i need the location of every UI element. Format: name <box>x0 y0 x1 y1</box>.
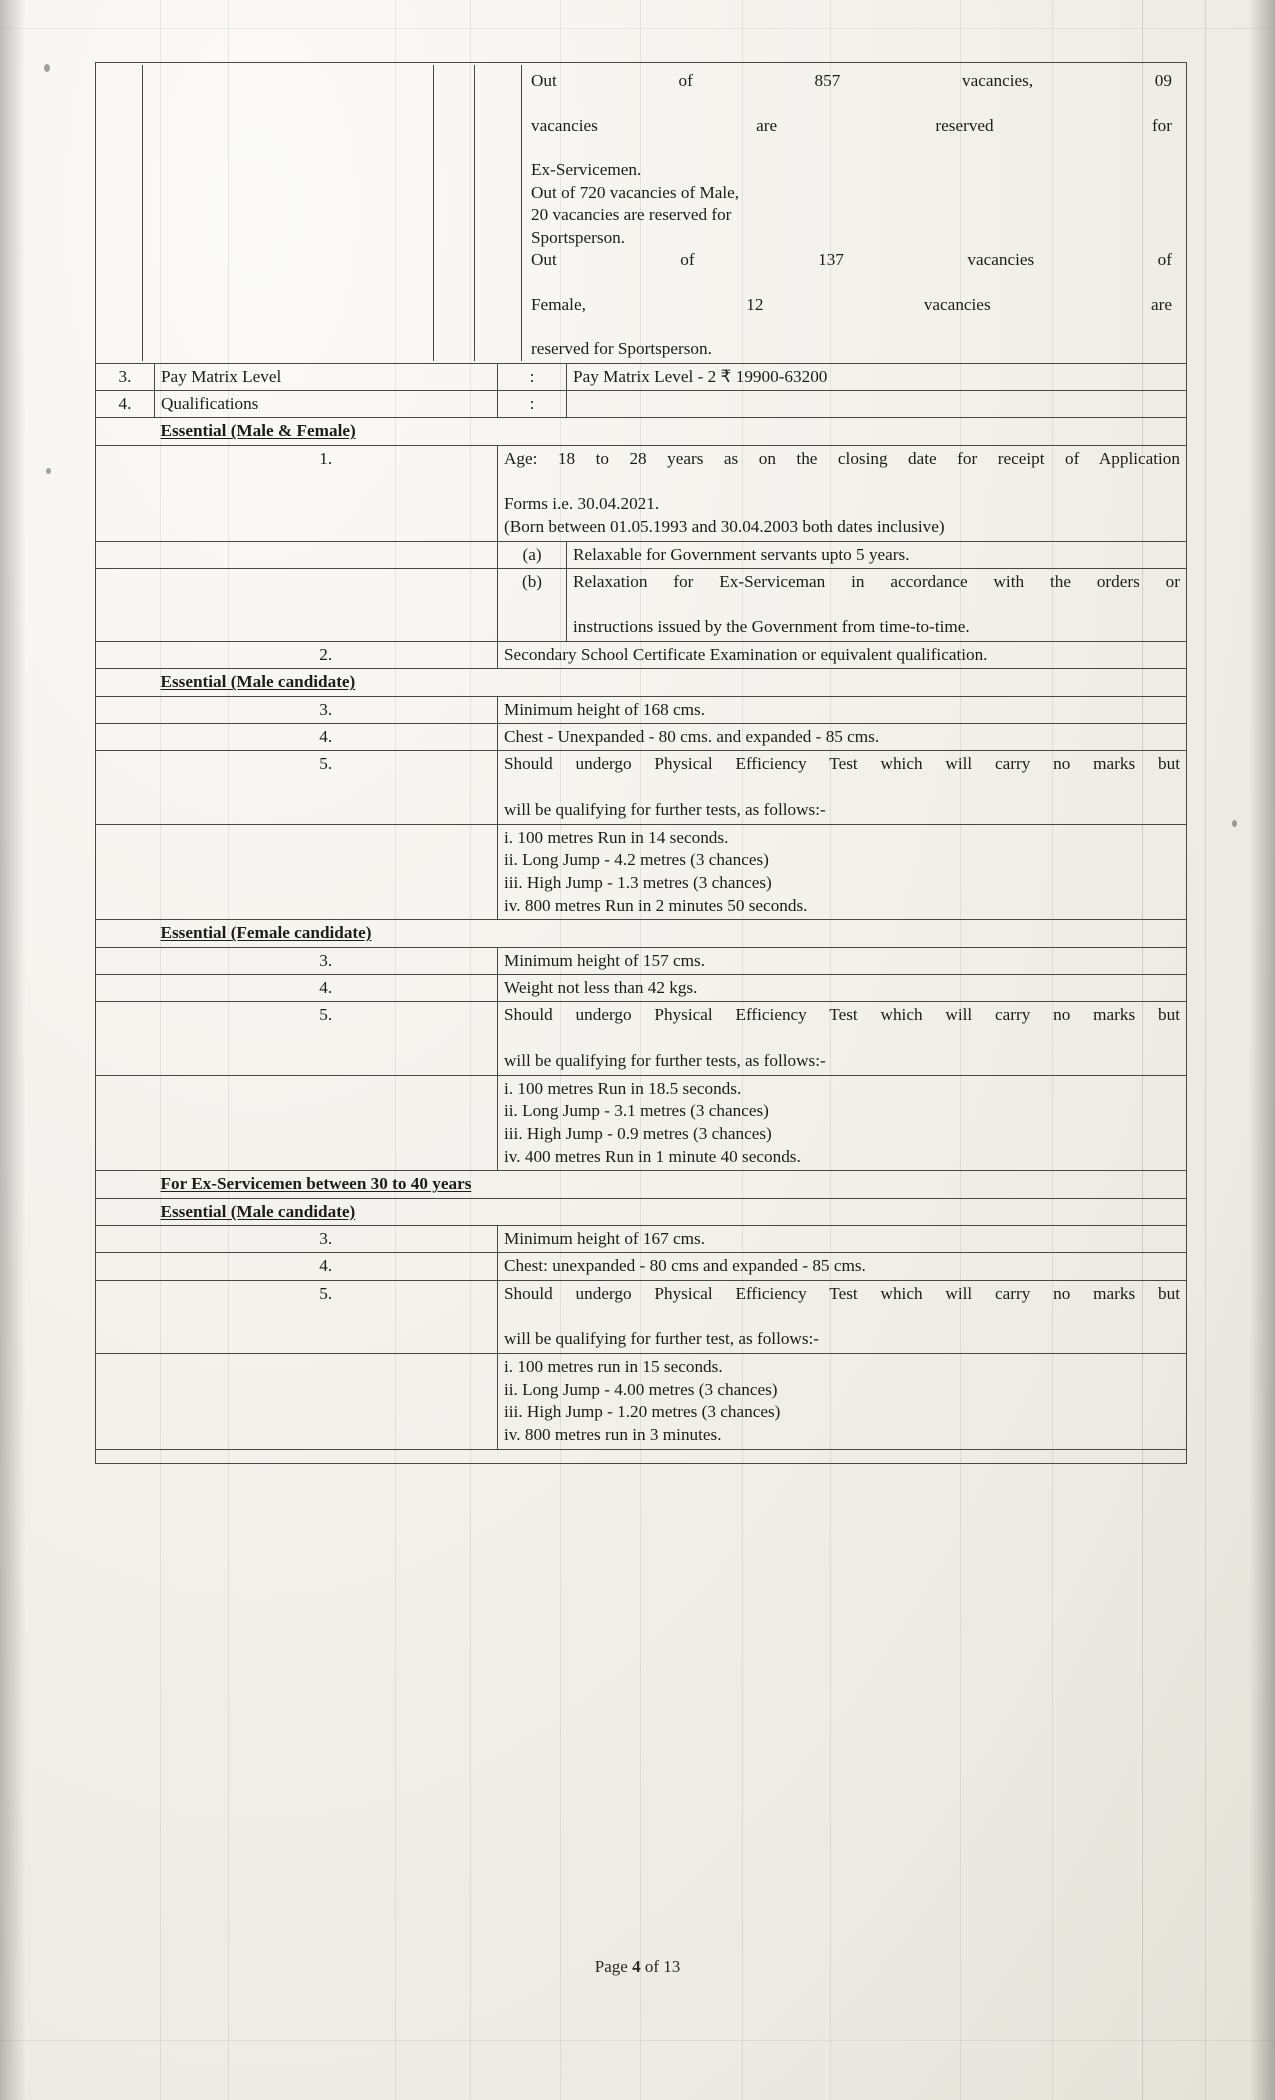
heading-ex-male <box>155 1198 1187 1225</box>
table-row-female-height <box>96 947 1187 974</box>
page-edge-shadow-right <box>1249 0 1275 2100</box>
table-row-female-pet <box>96 1002 1187 1075</box>
relaxation-a-letter: (a) <box>498 541 567 568</box>
ssc-gutter <box>96 642 155 669</box>
qualifications-colon: : <box>498 391 567 418</box>
male-chest-text: Chest - Unexpanded - 80 cms. and expanded - 85 cms. <box>498 724 1187 751</box>
bottom-spacer-cell <box>96 1449 1187 1463</box>
female-weight-text: Weight not less than 42 kgs. <box>498 975 1187 1002</box>
pay-matrix-number: 3. <box>96 363 155 390</box>
age-number: 1. <box>155 445 498 541</box>
male-pet-number: 5. <box>155 751 498 824</box>
table-row-heading-female <box>96 920 1187 947</box>
vacancy-note-cell <box>96 63 1187 364</box>
table-row-female-tests <box>96 1075 1187 1171</box>
relaxation-b-line-1: Relaxation for Ex-Serviceman in accordance with the orders or <box>573 571 1180 591</box>
table-row-relaxation-b <box>96 568 1187 641</box>
female-pet-number: 5. <box>155 1002 498 1075</box>
table-row-male-pet <box>96 751 1187 824</box>
male-pet-line-2: will be qualifying for further tests, as follows:- <box>504 799 826 819</box>
ex-chest-gutter <box>96 1253 155 1280</box>
vacancy-note-line-6: Sportsperson. <box>531 227 626 247</box>
list-item: iii. High Jump - 1.20 metres (3 chances) <box>504 1402 781 1422</box>
page-total: 13 <box>663 1957 681 1976</box>
pay-matrix-label: Pay Matrix Level <box>155 363 498 390</box>
table-row-vacancy-note <box>96 63 1187 364</box>
list-item: i. 100 metres Run in 14 seconds. <box>504 827 729 847</box>
list-item: ii. Long Jump - 3.1 metres (3 chances) <box>504 1101 769 1121</box>
qualifications-number: 4. <box>96 391 155 418</box>
vacancy-note-text <box>522 65 1180 361</box>
list-item: iii. High Jump - 1.3 metres (3 chances) <box>504 872 772 892</box>
male-tests-spacer <box>155 824 498 920</box>
heading-female <box>155 920 1187 947</box>
age-line-2: Forms i.e. 30.04.2021. <box>504 494 660 514</box>
column-filler-2 <box>143 65 434 361</box>
pay-matrix-colon: : <box>498 363 567 390</box>
table-row-ex-height <box>96 1226 1187 1253</box>
female-height-gutter <box>96 947 155 974</box>
table-row-male-height <box>96 696 1187 723</box>
female-height-text: Minimum height of 157 cms. <box>498 947 1187 974</box>
table-row-relaxation-a <box>96 541 1187 568</box>
ex-pet-text <box>498 1280 1187 1353</box>
relaxation-b-spacer <box>155 568 498 641</box>
female-tests-gutter <box>96 1075 155 1171</box>
table-row-heading-ex-servicemen <box>96 1171 1187 1198</box>
page-footer <box>0 1957 1275 1977</box>
ex-pet-gutter <box>96 1280 155 1353</box>
table-row-ex-chest <box>96 1253 1187 1280</box>
relaxation-a-spacer <box>155 541 498 568</box>
vacancy-note-line-4: Out of 720 vacancies of Male, <box>531 182 740 202</box>
heading-ex-male-gutter <box>96 1198 155 1225</box>
male-height-number: 3. <box>155 696 498 723</box>
vacancy-note-line-8: Female, 12 vacancies are <box>531 294 1172 314</box>
heading-male-female-text: Essential (Male & Female) <box>160 421 356 441</box>
ex-pet-number: 5. <box>155 1280 498 1353</box>
qualifications-label: Qualifications <box>155 391 498 418</box>
list-item: iv. 400 metres Run in 1 minute 40 seconds. <box>504 1146 801 1166</box>
list-item: ii. Long Jump - 4.00 metres (3 chances) <box>504 1379 778 1399</box>
column-filler-1 <box>102 65 143 361</box>
heading-ex-servicemen-text: For Ex-Servicemen between 30 to 40 years <box>160 1174 472 1194</box>
heading-male-text: Essential (Male candidate) <box>160 672 356 692</box>
relaxation-b-text <box>567 568 1187 641</box>
female-tests-spacer <box>155 1075 498 1171</box>
table-row-ex-tests <box>96 1353 1187 1449</box>
pay-matrix-value: Pay Matrix Level - 2 ₹ 19900-63200 <box>567 363 1187 390</box>
page-footer-middle: of <box>640 1957 664 1976</box>
ssc-text: Secondary School Certificate Examination or equivalent qualification. <box>498 642 1187 669</box>
column-filler-3 <box>434 65 475 361</box>
relaxation-b-gutter <box>96 568 155 641</box>
male-height-text: Minimum height of 168 cms. <box>498 696 1187 723</box>
list-item: iv. 800 metres Run in 2 minutes 50 seconds. <box>504 895 808 915</box>
male-tests-gutter <box>96 824 155 920</box>
qualifications-table <box>95 62 1187 1464</box>
female-pet-text <box>498 1002 1187 1075</box>
female-pet-line-1: Should undergo Physical Efficiency Test which will carry no marks but <box>504 1005 1180 1025</box>
relaxation-b-letter: (b) <box>498 568 567 641</box>
heading-female-gutter <box>96 920 155 947</box>
female-tests-list <box>498 1075 1187 1171</box>
qualifications-value <box>567 391 1187 418</box>
male-pet-line-1: Should undergo Physical Efficiency Test which will carry no marks but <box>504 754 1180 774</box>
male-pet-text <box>498 751 1187 824</box>
ex-pet-line-2: will be qualifying for further test, as follows:- <box>504 1329 820 1349</box>
male-height-gutter <box>96 696 155 723</box>
heading-gutter-male-female <box>96 418 155 445</box>
vacancy-note-line-5: 20 vacancies are reserved for <box>531 205 732 225</box>
male-chest-number: 4. <box>155 724 498 751</box>
ex-pet-line-1: Should undergo Physical Efficiency Test which will carry no marks but <box>504 1283 1180 1303</box>
table-row-ex-pet <box>96 1280 1187 1353</box>
table-row-male-tests <box>96 824 1187 920</box>
list-item: iv. 800 metres run in 3 minutes. <box>504 1425 722 1445</box>
table-row-heading-male <box>96 669 1187 696</box>
list-item: ii. Long Jump - 4.2 metres (3 chances) <box>504 850 769 870</box>
male-pet-gutter <box>96 751 155 824</box>
table-row-heading-ex-male <box>96 1198 1187 1225</box>
female-weight-number: 4. <box>155 975 498 1002</box>
female-height-number: 3. <box>155 947 498 974</box>
table-row-female-weight <box>96 975 1187 1002</box>
female-weight-gutter <box>96 975 155 1002</box>
heading-ex-servicemen <box>155 1171 1187 1198</box>
page-edge-shadow-left <box>0 0 26 2100</box>
ex-chest-number: 4. <box>155 1253 498 1280</box>
column-filler-4 <box>475 65 522 361</box>
vacancy-note-line-7: Out of 137 vacancies of <box>531 249 1172 269</box>
heading-male-gutter <box>96 669 155 696</box>
heading-male-female <box>155 418 1187 445</box>
ex-tests-spacer <box>155 1353 498 1449</box>
table-row-pay-matrix <box>96 363 1187 390</box>
ex-chest-text: Chest: unexpanded - 80 cms and expanded - 85 cms. <box>498 1253 1187 1280</box>
table-row-qualifications <box>96 391 1187 418</box>
vacancy-note-line-3: Ex-Servicemen. <box>531 160 642 180</box>
vacancy-note-line-9: reserved for Sportsperson. <box>531 339 712 359</box>
recruitment-table-sheet <box>95 62 1187 1464</box>
female-pet-gutter <box>96 1002 155 1075</box>
table-row-male-chest <box>96 724 1187 751</box>
age-gutter <box>96 445 155 541</box>
ex-height-number: 3. <box>155 1226 498 1253</box>
ex-height-gutter <box>96 1226 155 1253</box>
table-row-ssc <box>96 642 1187 669</box>
ssc-number: 2. <box>155 642 498 669</box>
page-number: 4 <box>632 1957 641 1976</box>
age-line-1: Age: 18 to 28 years as on the closing date for receipt of Application <box>504 448 1180 468</box>
male-tests-list <box>498 824 1187 920</box>
ex-tests-list <box>498 1353 1187 1449</box>
ex-tests-gutter <box>96 1353 155 1449</box>
relaxation-a-gutter <box>96 541 155 568</box>
heading-ex-male-text: Essential (Male candidate) <box>160 1201 356 1221</box>
vacancy-note-line-2: vacancies are reserved for <box>531 115 1172 135</box>
age-line-3: (Born between 01.05.1993 and 30.04.2003 both dates inclusive) <box>504 516 945 536</box>
heading-ex-gutter <box>96 1171 155 1198</box>
list-item: i. 100 metres run in 15 seconds. <box>504 1356 723 1376</box>
table-row-heading-male-female <box>96 418 1187 445</box>
list-item: iii. High Jump - 0.9 metres (3 chances) <box>504 1123 772 1143</box>
relaxation-b-line-2: instructions issued by the Government from time-to-time. <box>573 617 970 637</box>
heading-female-text: Essential (Female candidate) <box>160 923 372 943</box>
heading-male <box>155 669 1187 696</box>
male-chest-gutter <box>96 724 155 751</box>
table-row-age <box>96 445 1187 541</box>
age-text <box>498 445 1187 541</box>
ex-height-text: Minimum height of 167 cms. <box>498 1226 1187 1253</box>
table-row-bottom-spacer <box>96 1449 1187 1463</box>
relaxation-a-text: Relaxable for Government servants upto 5 years. <box>567 541 1187 568</box>
list-item: i. 100 metres Run in 18.5 seconds. <box>504 1078 742 1098</box>
page-footer-prefix: Page <box>594 1957 633 1976</box>
vacancy-note-line-1: Out of 857 vacancies, 09 <box>531 71 1172 90</box>
female-pet-line-2: will be qualifying for further tests, as follows:- <box>504 1050 826 1070</box>
